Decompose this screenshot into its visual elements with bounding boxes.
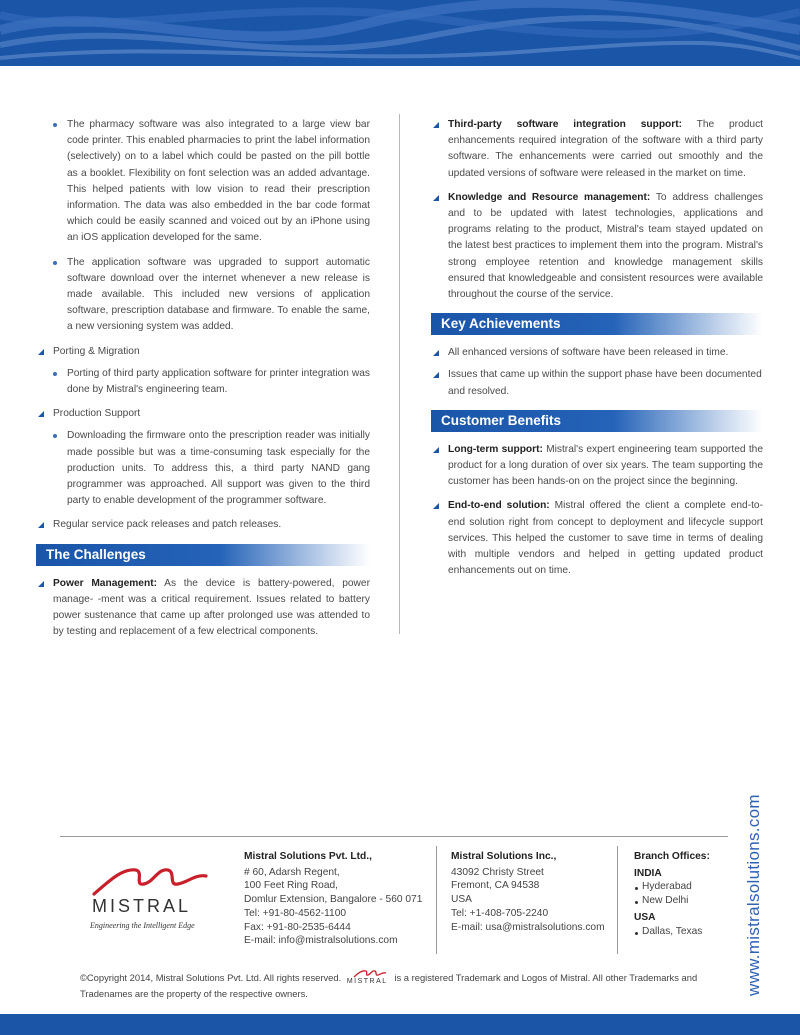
logo-tagline: Engineering the Intelligent Edge (90, 921, 195, 930)
branch-offices-title: Branch Offices: (634, 851, 710, 862)
address-inc (451, 850, 621, 934)
production-support-title: Production Support (36, 406, 370, 422)
power-management-item (36, 576, 370, 641)
mistral-swoosh-icon (88, 862, 218, 898)
third-party-item (431, 117, 763, 182)
porting-migration-title: Porting & Migration (36, 344, 370, 360)
address-line: 100 Feet Ring Road, (244, 880, 339, 892)
right-column (431, 117, 763, 579)
country-india: INDIA (634, 867, 662, 879)
company-name: Mistral Solutions Pvt. Ltd., (244, 851, 372, 862)
address-line: 43092 Christy Street (451, 866, 544, 878)
phone-line: Tel: +91-80-4562-1100 (244, 907, 347, 919)
bottom-bar (0, 1014, 800, 1035)
city-item: New Delhi (634, 894, 734, 908)
knowledge-item (431, 190, 763, 303)
branch-offices (634, 850, 734, 938)
third-party-text: The product enhancements required integration of the software with a third party software. The enhancements were carried out smoothly and the updated versions of software were released in the market on time. (448, 119, 763, 179)
power-management-label: Power Management: (53, 577, 157, 589)
country-usa: USA (634, 911, 656, 923)
footer-divider (436, 846, 437, 954)
knowledge-text: To address challenges and to be updated with latest technologies, applications and programs relating to the product, Mistral's team stayed updated on the latest best practices to implement them into the program. Mistral's strong employee retention and knowledge management skills ensured that knowledgeable and consistent resources were available throughout the course of the service. (448, 191, 763, 301)
address-line: # 60, Adarsh Regent, (244, 866, 340, 878)
top-wave-banner (0, 0, 800, 66)
benefits-heading: Customer Benefits (431, 410, 763, 432)
achievements-heading: Key Achievements (431, 313, 763, 335)
list-item: The pharmacy software was also integrated to a large view bar code printer. This enabled pharmacies to print the label information (selectively) on to a label which could be pasted on the pill bottle as a booklet. Flexibility on font selection was an added advantage. This helped patients with low vision to read their prescription information. The data was also embedded in the bar code format which could be easily scanned and voiced out by an iPhone using an iOS application developed for the same. (36, 117, 370, 247)
copyright-text: is a registered Trademark and Logos of Mistral. All other Trademarks and Tradenames are the property of the respective owners. (80, 972, 698, 999)
long-term-item (431, 442, 763, 491)
mistral-logo (88, 862, 218, 932)
address-line: USA (451, 894, 472, 906)
city-item: Hyderabad (634, 880, 734, 894)
small-mistral-logo (344, 972, 392, 986)
service-packs-item: Regular service pack releases and patch releases. (36, 517, 370, 533)
wave-pattern-icon (0, 0, 800, 66)
copyright-text: ©Copyright 2014, Mistral Solutions Pvt. Ltd. All rights reserved. (80, 972, 342, 983)
column-divider (399, 114, 400, 634)
company-name: Mistral Solutions Inc., (451, 851, 557, 862)
long-term-label: Long-term support: (448, 443, 543, 455)
fax-line: Fax: +91-80-2535-6444 (244, 921, 351, 933)
email-line[interactable]: E-mail: info@mistralsolutions.com (244, 935, 398, 947)
list-item: Porting of third party application software for printer integration was done by Mistral's engineering team. (36, 366, 370, 398)
list-item: The application software was upgraded to support automatic software download over the internet whenever a new release is made available. This included new versions of application software, prescription database and firmware. To enable the same, a new versioning system was added. (36, 255, 370, 336)
logo-wordmark: MISTRAL (92, 896, 192, 916)
knowledge-label: Knowledge and Resource management: (448, 191, 651, 203)
list-item: Downloading the firmware onto the prescription reader was initially made possible but was a time-consuming task especially for the production units. To address this, a third party NAND gang programmer was approached. All support was given to the third party to enable development of the programmer software. (36, 428, 370, 509)
website-url[interactable]: www.mistralsolutions.com (744, 794, 763, 996)
challenges-heading: The Challenges (36, 544, 370, 566)
address-pvt-ltd (244, 850, 434, 948)
list-item: Issues that came up within the support phase have been documented and resolved. (431, 367, 763, 399)
city-item: Dallas, Texas (634, 925, 734, 939)
address-line: Domlur Extension, Bangalore - 560 071 (244, 894, 423, 906)
email-line[interactable]: E-mail: usa@mistralsolutions.com (451, 921, 605, 933)
long-term-text: Mistral's expert engineering team supported the product for a long duration of over six years. The team supporting the customer has been hands-on on the project since the beginning. (448, 443, 763, 488)
end-to-end-text: Mistral offered the client a complete end-to-end solution right from concept to deployment and lifecycle support services. This helped the customer to save time in terms of dealing with multiple vendors and helped in getting updated product enhancements out on time. (448, 500, 763, 577)
footer-top-rule (60, 836, 728, 837)
address-line: Fremont, CA 94538 (451, 880, 540, 892)
list-item: All enhanced versions of software have been released in time. (431, 345, 763, 361)
power-management-text: As the device is battery-powered, power manage- -ment was a critical requirement. Issues related to battery power sustenance that came up after prolonged use was attended to by testing and replacement of a few electrical components. (53, 577, 370, 638)
copyright-notice (80, 970, 730, 1001)
end-to-end-label: End-to-end solution: (448, 500, 550, 512)
third-party-label: Third-party software integration support: (448, 119, 683, 130)
left-column (36, 117, 370, 640)
end-to-end-item (431, 498, 763, 579)
small-logo-wordmark: MISTRAL (346, 977, 388, 985)
phone-line: Tel: +1-408-705-2240 (451, 907, 549, 919)
